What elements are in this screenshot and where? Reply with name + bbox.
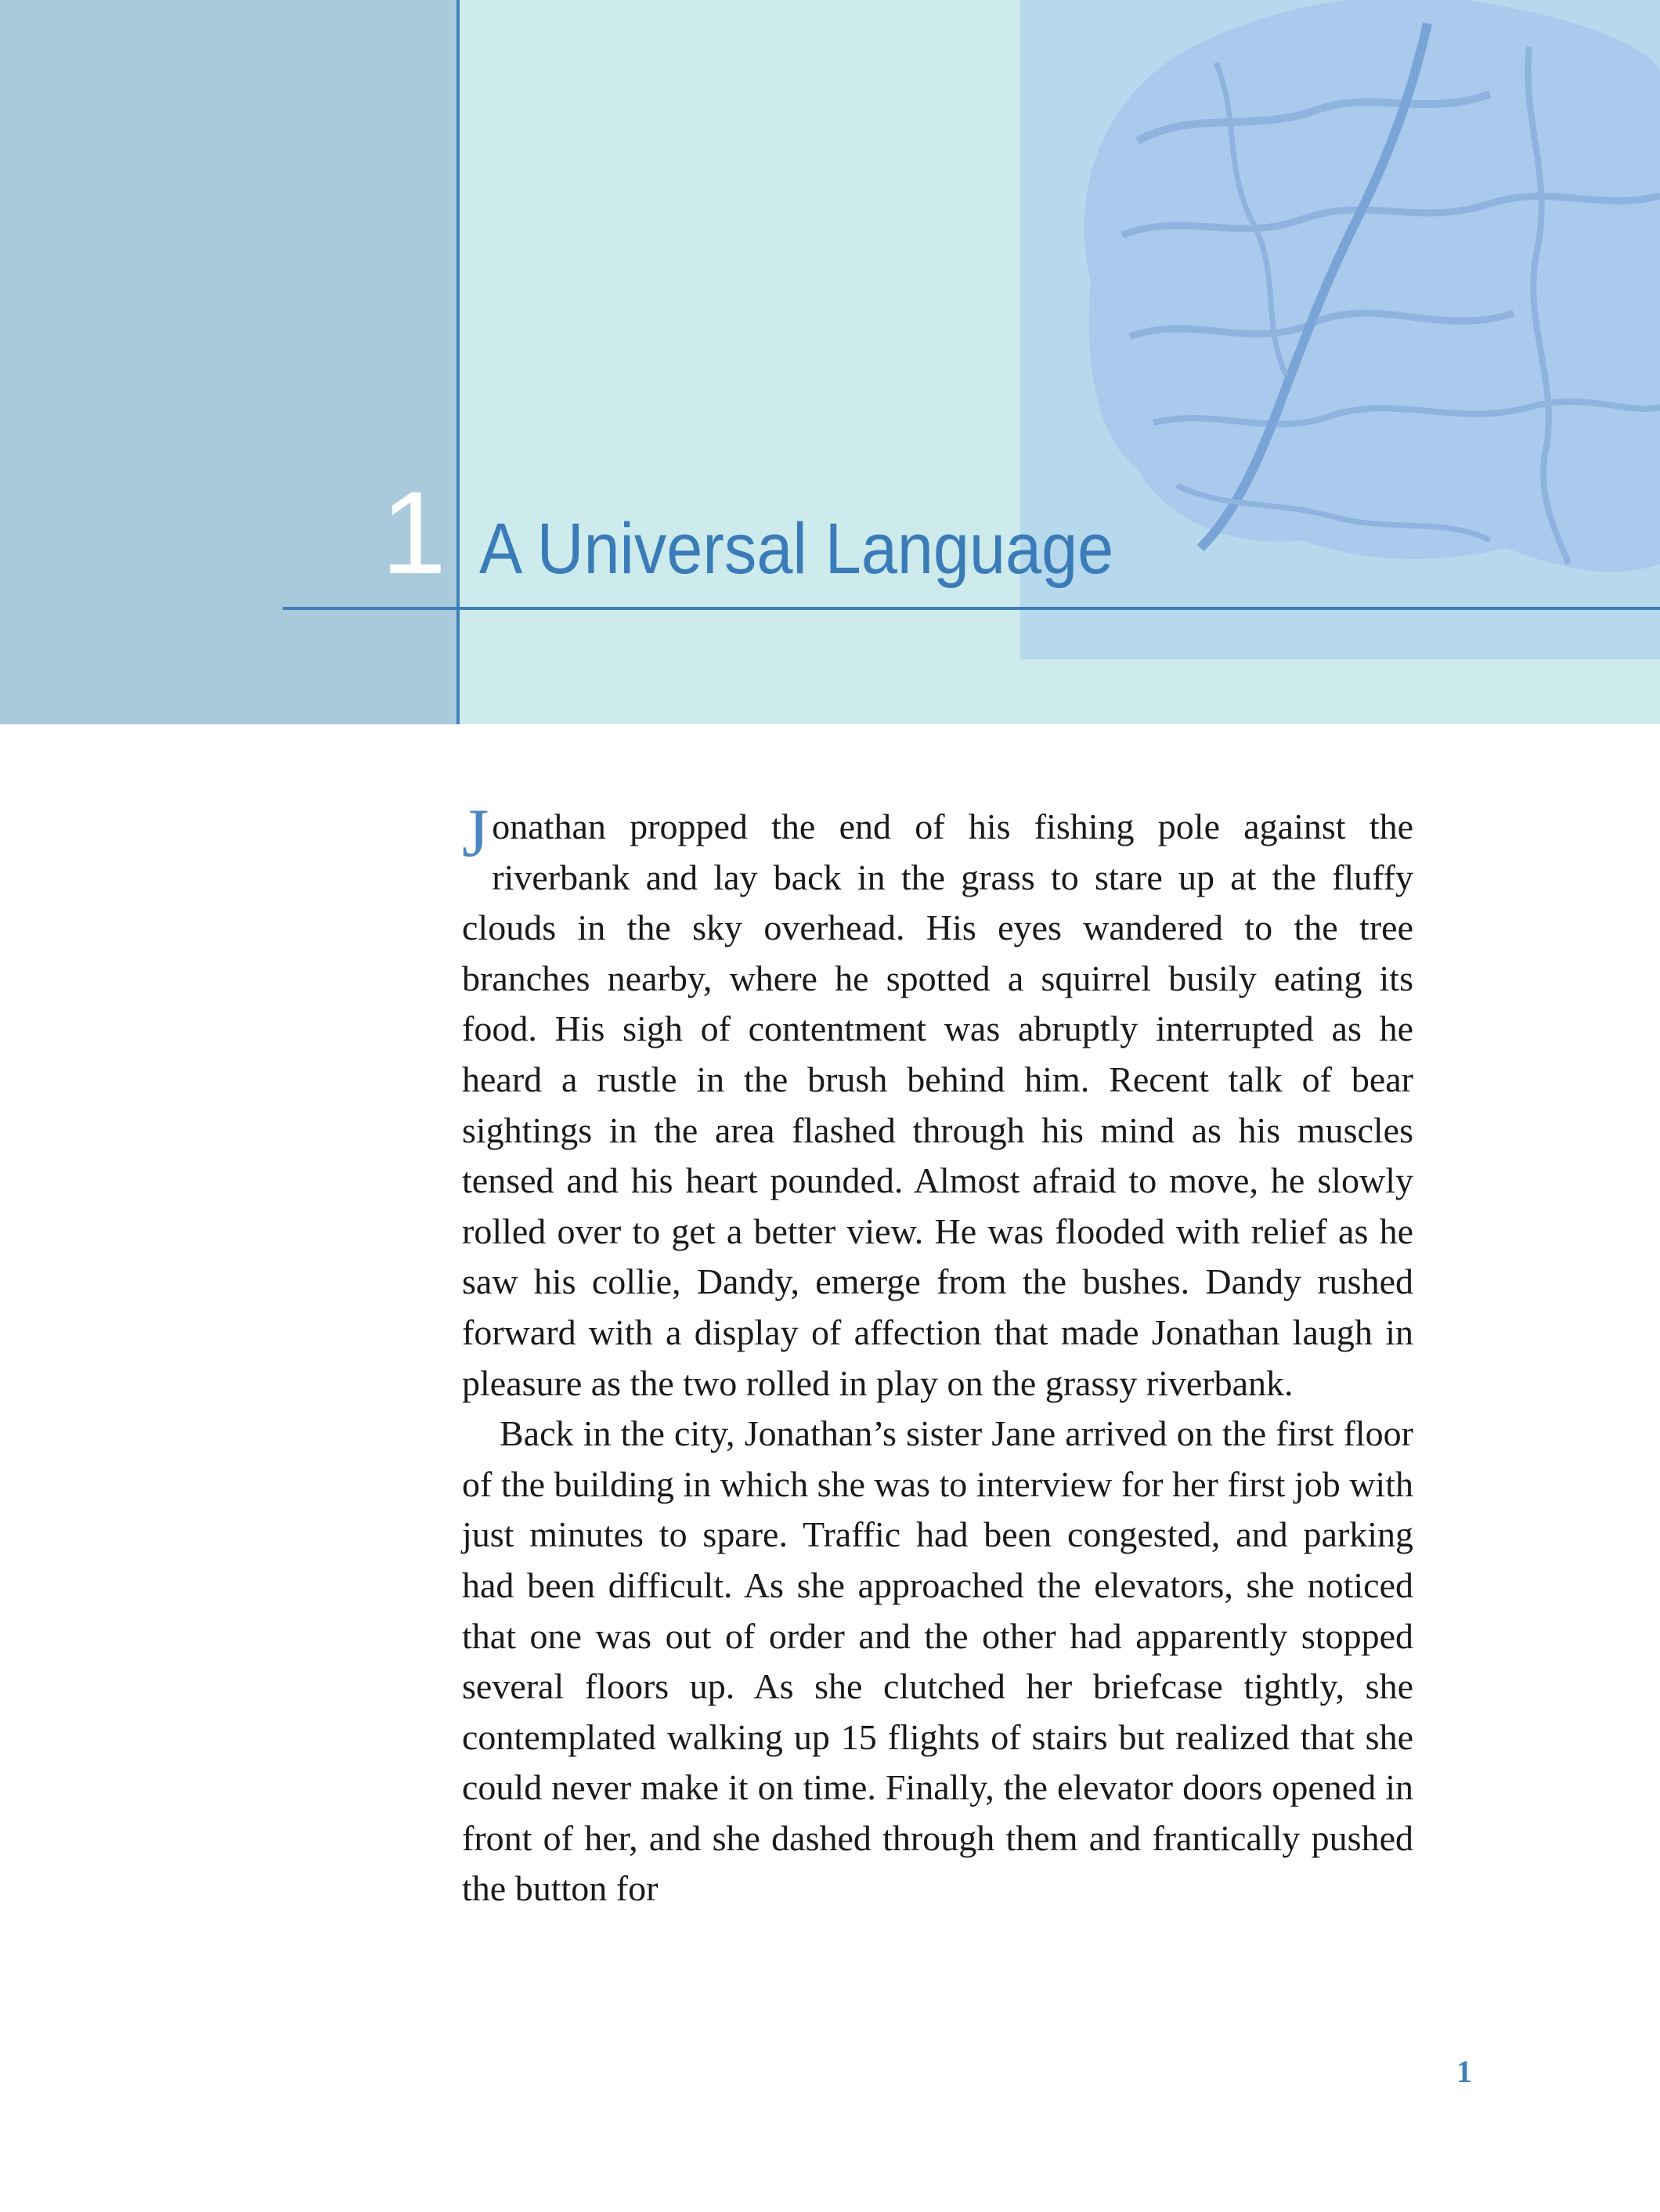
- brain-image: [1020, 0, 1660, 659]
- brain-illustration: [1020, 0, 1660, 659]
- header-horizontal-rule: [283, 607, 1660, 610]
- header-vertical-rule: [456, 0, 460, 724]
- chapter-body: [462, 796, 1413, 1914]
- paragraph-2: Back in the city, Jonathan’s sister Jane arrived on the first floor of the building in which she was to interview for her first job with just minutes to spare. Traffic had been congested, and parking had been difficult. As she approached the elevators, she noticed that one was out of order and the other had apparently stopped several floors up. As she clutched her briefcase tightly, she contemplated walking up 15 flights of stairs but realized that she could never make it on time. Finally, the elevator doors opened in front of her, and she dashed through them and frantically pushed the button for: [462, 1413, 1413, 1909]
- paragraph-1: [462, 796, 1413, 1409]
- drop-cap: J: [462, 796, 489, 871]
- chapter-header: [0, 0, 1660, 724]
- page-number: 1: [1456, 2054, 1472, 2089]
- header-left-panel: [0, 0, 456, 724]
- chapter-title: A Universal Language: [479, 509, 1114, 589]
- paragraph-1-text: onathan propped the end of his fishing pole against the riverbank and lay back in the grass to stare up at the fluffy clouds in the sky overhead. His eyes wandered to the tree branches nearby, where he spotted a squirrel busily eating its food. His sigh of contentment was abruptly interrupted as he heard a rustle in the brush behind him. Recent talk of bear sightings in the area flashed through his mind as his muscles tensed and his heart pounded. Almost afraid to move, he slowly rolled over to get a better view. He was flooded with relief as he saw his collie, Dandy, emerge from the bushes. Dandy rushed forward with a display of affection that made Jonathan laugh in pleasure as the two rolled in play on the grassy riverbank.: [462, 806, 1413, 1403]
- chapter-number: 1: [381, 467, 446, 598]
